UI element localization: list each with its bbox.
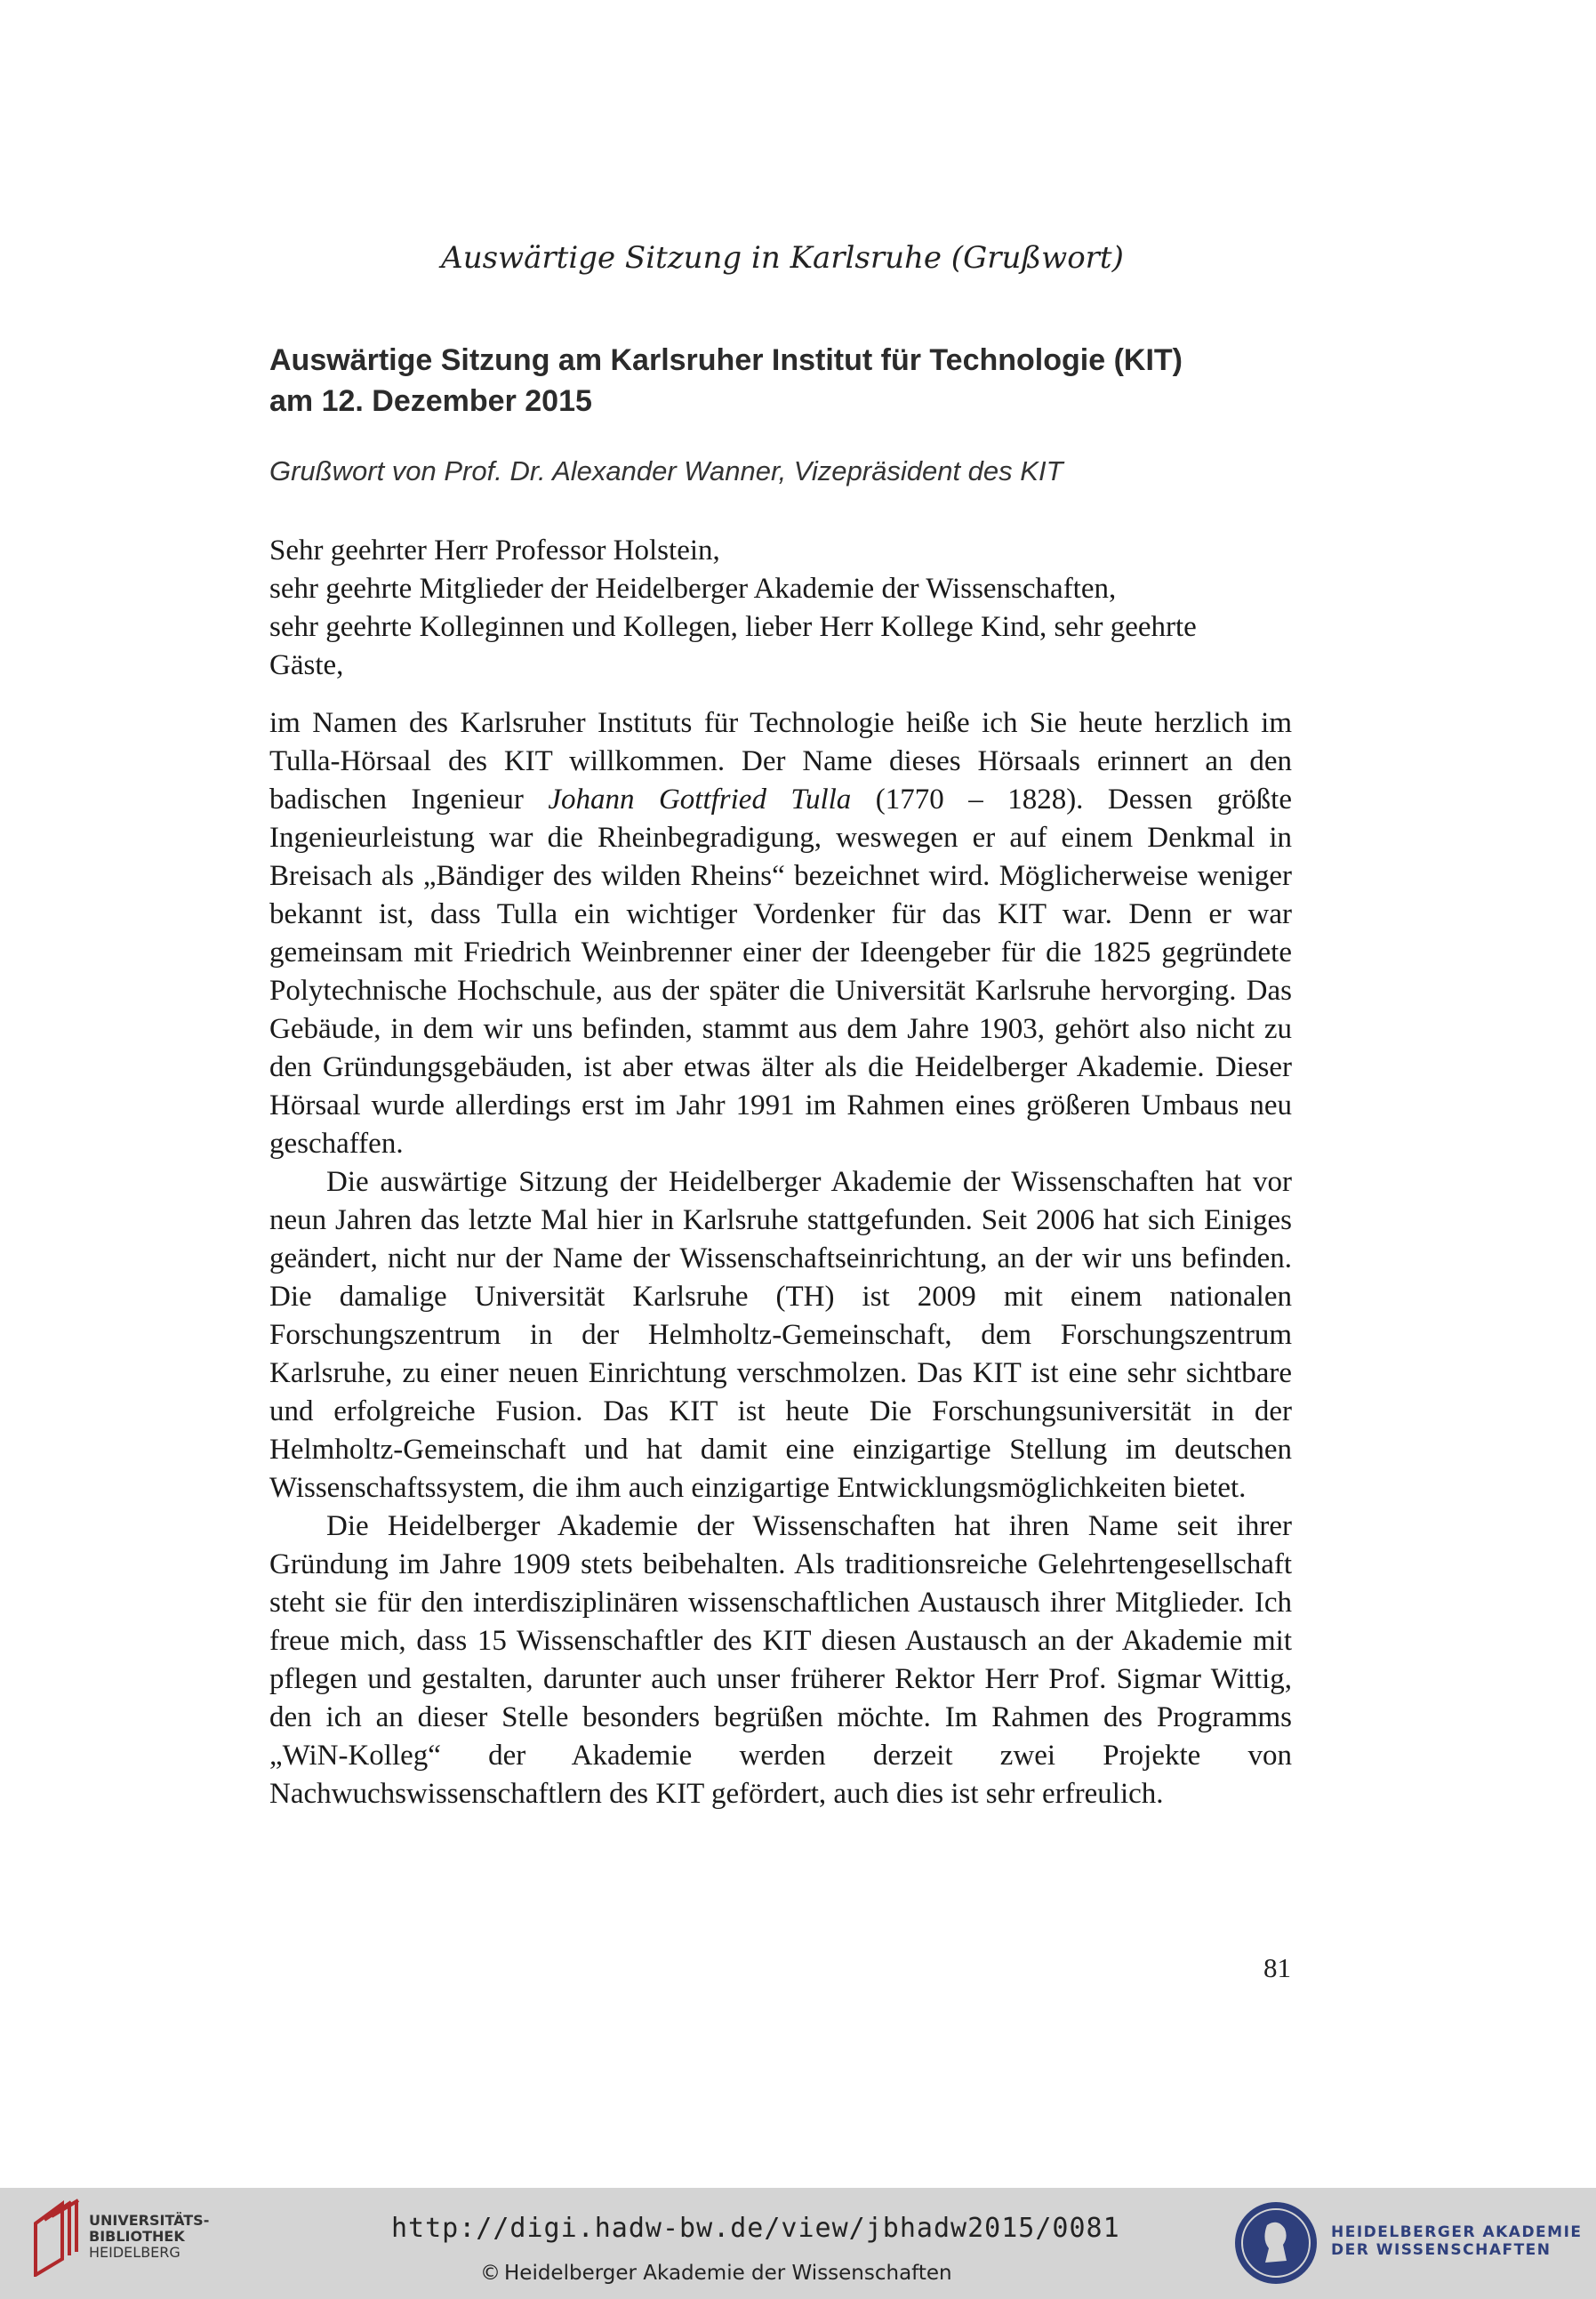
academy-logo-line: HEIDELBERGER AKADEMIE: [1331, 2223, 1583, 2241]
library-logo-text: [89, 2213, 209, 2261]
library-logo-line: HEIDELBERG: [89, 2244, 180, 2261]
salutation-line: Sehr geehrter Herr Professor Holstein,: [269, 535, 720, 567]
library-logo-line: UNIVERSITÄTS-: [89, 2212, 210, 2229]
library-logo-line: BIBLIOTHEK: [89, 2228, 185, 2245]
salutation-line: sehr geehrte Kolleginnen und Kollegen, lieber Herr Kollege Kind, sehr geehrte: [269, 611, 1197, 643]
paragraph-1-start: im Namen des Karlsruher Instituts für Technologie heiße ich Sie heute herzlich im Tulla-Hörsaal des KIT willkommen. Der Name dieses Hörsaals erinnert an den badischen Ingenieur: [269, 707, 1292, 816]
paragraph-2: Die auswärtige Sitzung der Heidelberger Akademie der Wissenschaften hat vor neun Jahren das letzte Mal hier in Karlsruhe stattgefunden. Seit 2006 hat sich Einiges geändert, nicht nur der Name der Wissenschaftseinrichtung, an der wir uns befinden. Die damalige Universität Karlsruhe (TH) ist 2009 mit einem nationalen Forschungszentrum in der Helmholtz-Gemeinschaft, dem Forschungszentrum Karlsruhe, zu einer neuen Einrichtung verschmolzen. Das KIT ist eine sehr sichtbare und erfolgreiche Fusion. Das KIT ist heute Die Forschungsuniversität in der Helmholtz-Gemeinschaft und hat damit eine einzigartige Stellung im deutschen Wissenschaftssystem, die ihm auch einzigartige Entwicklungsmöglichkeiten bietet.: [269, 1166, 1292, 1504]
article-subtitle: Grußwort von Prof. Dr. Alexander Wanner, Vizepräsident des KIT: [269, 455, 1063, 486]
running-head: Auswärtige Sitzung in Karlsruhe (Grußwort): [441, 240, 1124, 276]
paragraph-3: Die Heidelberger Akademie der Wissenschaften hat ihren Name seit ihrer Gründung im Jahre 1909 stets beibehalten. Als traditionsreiche Gelehrtengesellschaft steht sie für den interdisziplinären wissenschaftlichen Austausch ihrer Mitglieder. Ich freue mich, dass 15 Wissenschaftler des KIT diesen Austausch an der Akademie mit pflegen und gestalten, darunter auch unser früherer Rektor Herr Prof. Sigmar Wittig, den ich an dieser Stelle besonders begrüßen möchte. Im Rahmen des Programms „WiN-Kolleg“ der Akademie werden derzeit zwei Projekte von Nachwuchswissenschaftlern des KIT gefördert, auch dies ist sehr erfreulich.: [269, 1510, 1292, 1810]
title-line-1: Auswärtige Sitzung am Karlsruher Institut für Technologie (KIT): [269, 343, 1183, 377]
body-paragraphs: [269, 704, 1292, 1813]
person-name-tulla: Johann Gottfried Tulla: [548, 784, 852, 816]
copyright-text: Heidelberger Akademie der Wissenschaften: [504, 2262, 952, 2285]
academy-seal-icon: [1231, 2199, 1320, 2287]
source-url-link[interactable]: http://digi.hadw-bw.de/view/jbhadw2015/0081: [391, 2213, 1120, 2244]
salutation-line: sehr geehrte Mitglieder der Heidelberger Akademie der Wissenschaften,: [269, 573, 1117, 605]
salutation-block: [269, 532, 1292, 685]
paragraph-1-rest: (1770 – 1828). Dessen größte Ingenieurleistung war die Rheinbegradigung, weswegen er auf einem Denkmal in Breisach als „Bändiger des wilden Rheins“ bezeichnet wird. Möglicherweise weniger bekannt ist, dass Tulla ein wichtiger Vordenker für das KIT war. Denn er war gemeinsam mit Friedrich Weinbrenner einer der Ideengeber für die 1825 gegründete Polytechnische Hochschule, aus der später die Universität Karlsruhe hervorging. Das Gebäude, in dem wir uns befinden, stammt aus dem Jahre 1903, gehört also nicht zu den Gründungsgebäuden, ist aber etwas älter als die Heidelberger Akademie. Dieser Hörsaal wurde allerdings erst im Jahr 1991 im Rahmen eines größeren Umbaus neu geschaffen.: [269, 784, 1292, 1160]
footer-bar: [0, 2188, 1596, 2299]
salutation-line: Gäste,: [269, 649, 344, 681]
title-line-2: am 12. Dezember 2015: [269, 384, 592, 418]
academy-logo-line: DER WISSENSCHAFTEN: [1331, 2241, 1552, 2259]
page-number: 81: [1263, 1952, 1291, 1983]
copyright-notice: [480, 2262, 952, 2285]
copyright-icon: ©: [480, 2262, 501, 2285]
paragraph-1: [269, 704, 1292, 1163]
article-title: [269, 340, 1336, 422]
academy-logo-text: [1331, 2223, 1583, 2259]
